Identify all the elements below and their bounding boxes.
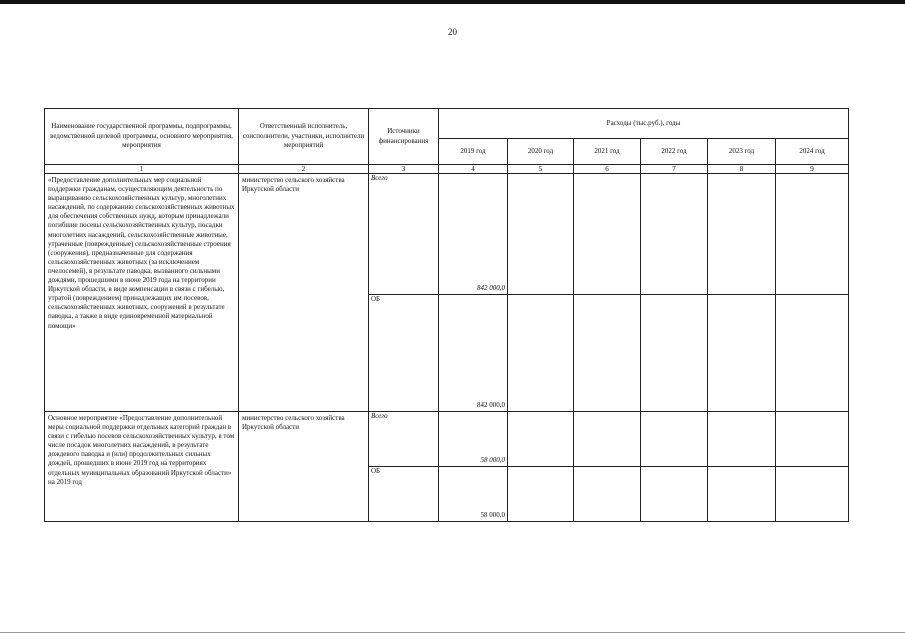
column-number: 9 xyxy=(776,165,849,174)
header-year: 2021 год xyxy=(574,139,641,165)
amount-total: 58 000,0 xyxy=(439,412,508,467)
source-total: Всего xyxy=(369,412,439,467)
column-number: 3 xyxy=(369,165,439,174)
column-number: 7 xyxy=(641,165,708,174)
empty-cell xyxy=(574,412,641,467)
table-row xyxy=(45,412,849,467)
empty-cell xyxy=(641,174,708,295)
empty-cell xyxy=(776,412,849,467)
header-name: Наименование государственной программы, подпрограммы, ведомственной целевой программы, основного мероприятия, мероприятия xyxy=(45,109,239,165)
amount-ob: 58 000,0 xyxy=(439,467,508,522)
column-number: 4 xyxy=(439,165,508,174)
source-total: Всего xyxy=(369,174,439,295)
empty-cell xyxy=(708,412,776,467)
measure-description: «Предоставление дополнительных мер социальной поддержки гражданам, осуществляющим деятельность по выращиванию сельскохозяйственных культур, многолетних насаждений, по содержанию сельскохозяйственных животных для обеспечения собственных нужд, которым принадлежали погибшие посевы сельскохозяйственных культур, посадки многолетних насаждений, сельскохозяйственные животные, утраченные (поврежденные) сельскохозяйственные строения (сооружения), предназначенные для содержания сельскохозяйственных животных (за исключением пчелосемей), в результате паводка, вызванного сильными дождями, прошедшими в июне 2019 года на территории Иркутской области, в виде компенсации в связи с гибелью, утратой (повреждением) принадлежащих им посевов, сельскохозяйственных животных, сооружений в результате паводка, а также в виде единовременной материальной помощи» xyxy=(45,174,239,412)
column-number: 8 xyxy=(708,165,776,174)
source-ob: ОБ xyxy=(369,467,439,522)
scan-bottom-edge xyxy=(0,632,905,633)
empty-cell xyxy=(776,174,849,295)
page-number: 20 xyxy=(448,27,457,37)
header-expenses: Расходы (тыс.руб.), годы xyxy=(439,109,849,139)
empty-cell xyxy=(508,174,574,295)
measure-description: Основное мероприятие «Предоставление дополнительной меры социальной поддержки отдельных категорий граждан в связи с гибелью посевов сельскохозяйственных культур, в том числе посадок многолетних насаждений, в результате дождевого паводка и (или) продолжительных сильных дождей, прошедших в июне 2019 год на территориях отдельных муниципальных образований Иркутской области» на 2019 год xyxy=(45,412,239,522)
header-year: 2019 год xyxy=(439,139,508,165)
header-year: 2023 год xyxy=(708,139,776,165)
column-number: 5 xyxy=(508,165,574,174)
header-sources: Источники финансирования xyxy=(369,109,439,165)
column-number: 2 xyxy=(239,165,369,174)
empty-cell xyxy=(574,174,641,295)
executor-cell: министерство сельского хозяйства Иркутской области xyxy=(239,412,369,522)
empty-cell xyxy=(508,467,574,522)
empty-cell xyxy=(708,174,776,295)
empty-cell xyxy=(776,467,849,522)
executor-cell: министерство сельского хозяйства Иркутской области xyxy=(239,174,369,412)
empty-cell xyxy=(641,467,708,522)
header-year: 2022 год xyxy=(641,139,708,165)
amount-ob: 842 000,0 xyxy=(439,295,508,412)
empty-cell xyxy=(508,295,574,412)
empty-cell xyxy=(574,295,641,412)
empty-cell xyxy=(776,295,849,412)
column-number-row xyxy=(45,165,849,174)
scan-top-edge xyxy=(0,0,905,4)
column-number: 6 xyxy=(574,165,641,174)
empty-cell xyxy=(574,467,641,522)
column-number: 1 xyxy=(45,165,239,174)
empty-cell xyxy=(708,295,776,412)
empty-cell xyxy=(641,412,708,467)
empty-cell xyxy=(708,467,776,522)
table-row xyxy=(45,174,849,295)
header-row-1 xyxy=(45,109,849,139)
header-executor: Ответственный исполнитель, соисполнители, участники, исполнители мероприятий xyxy=(239,109,369,165)
header-year: 2020 год xyxy=(508,139,574,165)
expenses-table xyxy=(44,108,849,522)
empty-cell xyxy=(641,295,708,412)
source-ob: ОБ xyxy=(369,295,439,412)
header-year: 2024 год xyxy=(776,139,849,165)
empty-cell xyxy=(508,412,574,467)
amount-total: 842 000,0 xyxy=(439,174,508,295)
